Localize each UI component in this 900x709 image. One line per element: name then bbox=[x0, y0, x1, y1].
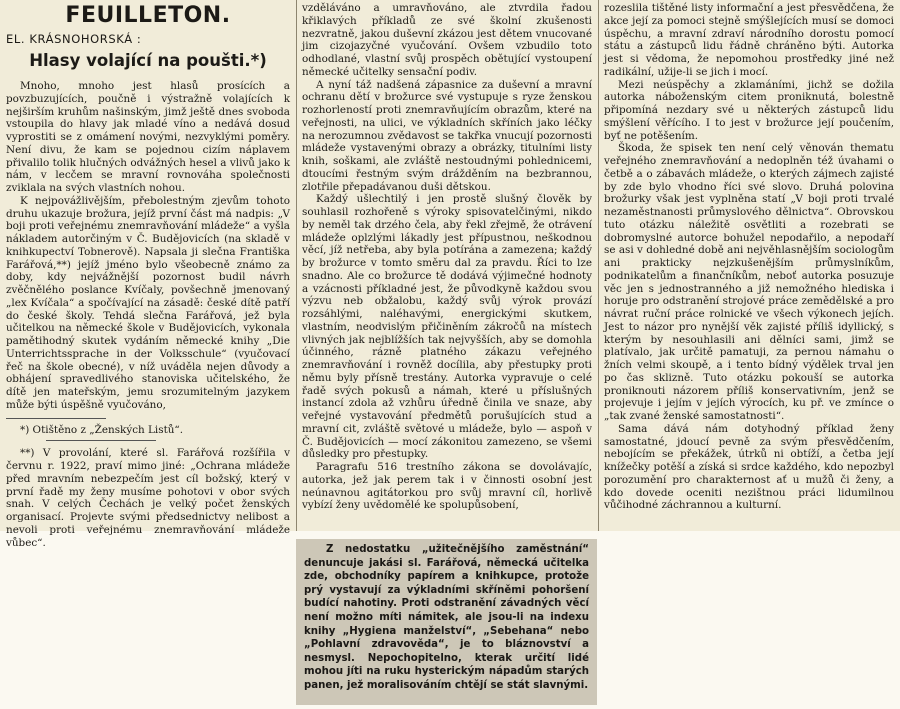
paragraph: K nejpovážlivějším, přebolestným zjevům tohoto druhu ukazuje brožura, jejíž první část má nadpis: „V boji proti veřejnému znemravňování mládeže“ a vyšla nákladem autorčiným v Č. Budějovicích (na skladě v knihkupectví Tobnerově). Napsala ji slečna Františka Farářová,**) jejíž jméno bylo všeobecně známo za doby, kdy nejvážnější pozornost budil návrh zvěčnělého poslance Kvíčaly, povšechně jmenovaný „lex Kvíčala“ a spočívající na zásadě: české dítě patří do české školy. Tehdá slečna Farářová, jež byla učitelkou na německé škole v Budějovicích, vykonala pamětihodný skutek vydáním německé knihy „Die Unterrichtssprache in der Volksschule“ (vyučovací řeč na škole obecné), v níž uváděla nejen důvody a obhájení spravedlivého stanoviska učitelského, že dítě jen mateřským, jemu srozumitelným jazykem může býti úspěšně vyučováno, bbox=[6, 194, 290, 411]
footnote-separator bbox=[6, 418, 106, 419]
paragraph: Mezi neúspěchy a zklamáními, jichž se dožila autorka náboženským citem proniknutá, bolestně připomíná nezdary své u některých zástupců lidu smýšlení věřícího. I to jest v brožurce její poučením, byť ne potěšením. bbox=[604, 78, 894, 142]
paragraph: vzděláváno a umravňováno, ale ztvrdila řadou křiklavých příkladů ze své školní zkušenosti nezvratně, jakou duševní zkázou jest dětem vnucované jim cizojazyčné vyučování. Ovšem vzbudilo toto odhodlané, vlastní svůj prospěch obětující vystoupení německé učitelky sensační podiv. bbox=[302, 2, 592, 78]
footnote: *) Otištěno z „Ženských Listů“. bbox=[20, 423, 184, 436]
paragraph: Mnoho, mnoho jest hlasů prosících a povzbuzujících, poučně i výstražně volajících k nejširším kruhům našinským, jimž ještě dnes svoboda vstoupila do hlavy jak mladé víno a nedává dosud vyprostiti se z omámení novými, nezvyklými poměry. Není divu, že kam se pojednou cizím náplavem přivalilo tolik hlučných odvážných hesel a vlivů jako k nám, v lecčem se mravní rovnováha společnosti zviklala na svých vlastních nohou. bbox=[6, 80, 290, 194]
clipping-text: Z nedostatku „užitečnějšího zaměstnání“ denuncuje jakási sl. Farářová, německá učitelka zde, obchodníky papírem a knihkupce, protože prý vystavují za výkladními skříněmi pohoršení budící nahotiny. Proti odstranění závadných věcí není možno míti námitek, ale jsou-li na indexu knihy „Hygiena manželství“, „Sebehana“ nebo „Pohlavní zdravověda“, je to bláznovství a nesmysl. Nepochopitelno, kterak určití lidé mohou jíti na ruku hysterickým nápadům starých panen, jež moralisováním chtějí se stát slavnými. bbox=[304, 544, 589, 691]
footnote: **) V provolání, které sl. Farářová rozšířila v červnu r. 1922, praví mimo jiné: „Ochrana mládeže před mravním nebezpečím jest cíl božský, který v první řadě my ženy musíme pohotovi v obor svých snah. V celých Čechách je velký počet ženských organisací. Projevte svými předsednictvy nelibost a nevoli proti veřejnému znemravňování mládeže vůbec“. bbox=[6, 447, 290, 549]
author-line: EL. KRÁSNOHORSKÁ : bbox=[6, 32, 142, 46]
paragraph: Škoda, že spisek ten není celý věnován thematu veřejného znemravňování a nedoplněn též úvahami o četbě a o zábavách mládeže, o kterých zájmech zajisté by zde bylo vhodno říci své slovo. Druhá polovina brožurky však jest vyplněna statí „V boji proti trvalé nezaměstnanosti průmyslového dělnictva“. Obrovskou tuto otázku náležitě osvětliti a rozebrati se dobromyslné autorce bohužel nepodařilo, a nepodaří se asi v dohledné době ani nejvěhlasnějším sociologům ani prakticky nejzkušenějším průmyslníkům, podnikatelům a finančníkům, neboť autorka posuzuje věc jen s jednostranného a již nemožného hlediska i horuje pro odstranění strojové práce zemědělské a pro návrat ruční práce rolnické ve všech výkonech jejích. Jest to názor pro nynější věk zajisté příliš idyllický, s kterým by nesouhlasili ani dělníci sami, jimž se platívalo, jak určitě pamatuji, za pernou námahu o žních velmi skoupě, a i tento bídný výdělek trval jen po čas sklizně. Tuto otázku pokouší se autorka proniknouti názorem příliš konservativním, jenž se projevuje i jejím v jejích výrocích, ku př. ve zmínce o „tak zvané ženské samostatnosti“. bbox=[604, 142, 894, 422]
paragraph: rozeslila tištěné listy informační a jest přesvědčena, že akce její za pomoci stejně smýšlejících musí se domoci úspěchu, a mravní zdraví národního dorostu pomocí státu a zástupců lidu řádně chráněno býti. Autorka jest si vědoma, že nepomohou prostředky jiné než radikální, užije-li se jich i mocí. bbox=[604, 2, 894, 78]
paragraph: A nyní táž nadšená zápasnice za duševní a mravní ochranu dětí v brožurce své vystupuje s ryze ženskou rozhorleností proti znemravňujícím obrazům, které na veřejnosti, na ulici, ve výkladních skříních jako léčky na nerozumnou zvědavost se takřka vnucují pozornosti mládeže vystavenými obrazy a obrázky, titulními listy knih, soškami, ale zvláště nestoudnými pohlednicemi, dtoucími řestným svým drážděním na bezbrannou, zlotřile přepadávanou duši dětskou. bbox=[302, 78, 592, 193]
article-title: Hlasy volající na poušti.*) bbox=[29, 51, 267, 70]
footnote-separator bbox=[46, 440, 156, 441]
paragraph: Paragrafu 516 trestního zákona se dovolávajíc, autorka, jež jak perem tak i v činnosti osobní jest neúnavnou agitátorkou pro svůj mravní cíl, horlivě vybízí ženy uvědomělé ke spolupůsobení, bbox=[302, 461, 592, 512]
feuilleton-heading: FEUILLETON. bbox=[65, 3, 231, 28]
newspaper-clipping bbox=[296, 539, 597, 705]
paragraph: Sama dává nám dotyhodný příklad ženy samostatné, jdoucí pevně za svým přesvědčením, nebojícím se překážek, útrků ni obtíží, a četba její knížečky potěší a získá si srdce každého, kdo nepozbyl porozumění pro charakternost ať u mužů či ženy, a kdo dovede oceniti nezištnou práci lidumilnou vůčihodné záchrannou a kulturní. bbox=[604, 422, 894, 512]
paragraph: Každý ušlechtilý i jen prostě slušný člověk by souhlasil rozhořeně s výroky spisovatelčinými, nikdo by neměl tak drzého čela, aby řekl zřejmě, že otrávení mládeže oplzlými lákadly jest přípustnou, neškodnou věcí, jíž netřeba, aby byla potírána a zamezena; každý by brožurce v tomto směru dal za pravdu. Říci to lze snadno. Ale co brožurce tě dodává výjimečné hodnoty a vzácnosti příkladné jest, že původkyně každou svou výzvu neb obžalobu, každý svůj výrok provází rozsáhlými, naléhavými, energickými skutkem, vlastním, neodvislým přičiněním zákročů na místech vlivných jak nejblížších tak nejvyšších, aby se domohla účinného, rázně platného zákazu veřejného znemravňování i rovněž docílila, aby přestupky proti němu byly přísně trestány. Autorka vypravuje o celé řadě svých pokusů a námah, které u příslušných instancí zdola až vzhůru úředně činila ve snaze, aby veřejné vystavování předmětů porušujících stud a mravní cit, zvláště světové u mládeže, bylo — aspoň v Č. Budějovicích — mocí zákonitou zamezeno, se všemi důsledky pro přestupky. bbox=[302, 193, 592, 461]
column-2 bbox=[302, 2, 592, 530]
column-1 bbox=[6, 2, 290, 549]
clipping-body bbox=[304, 543, 589, 693]
column-3 bbox=[604, 2, 894, 530]
column-rule bbox=[598, 0, 599, 531]
column-rule bbox=[296, 0, 297, 531]
